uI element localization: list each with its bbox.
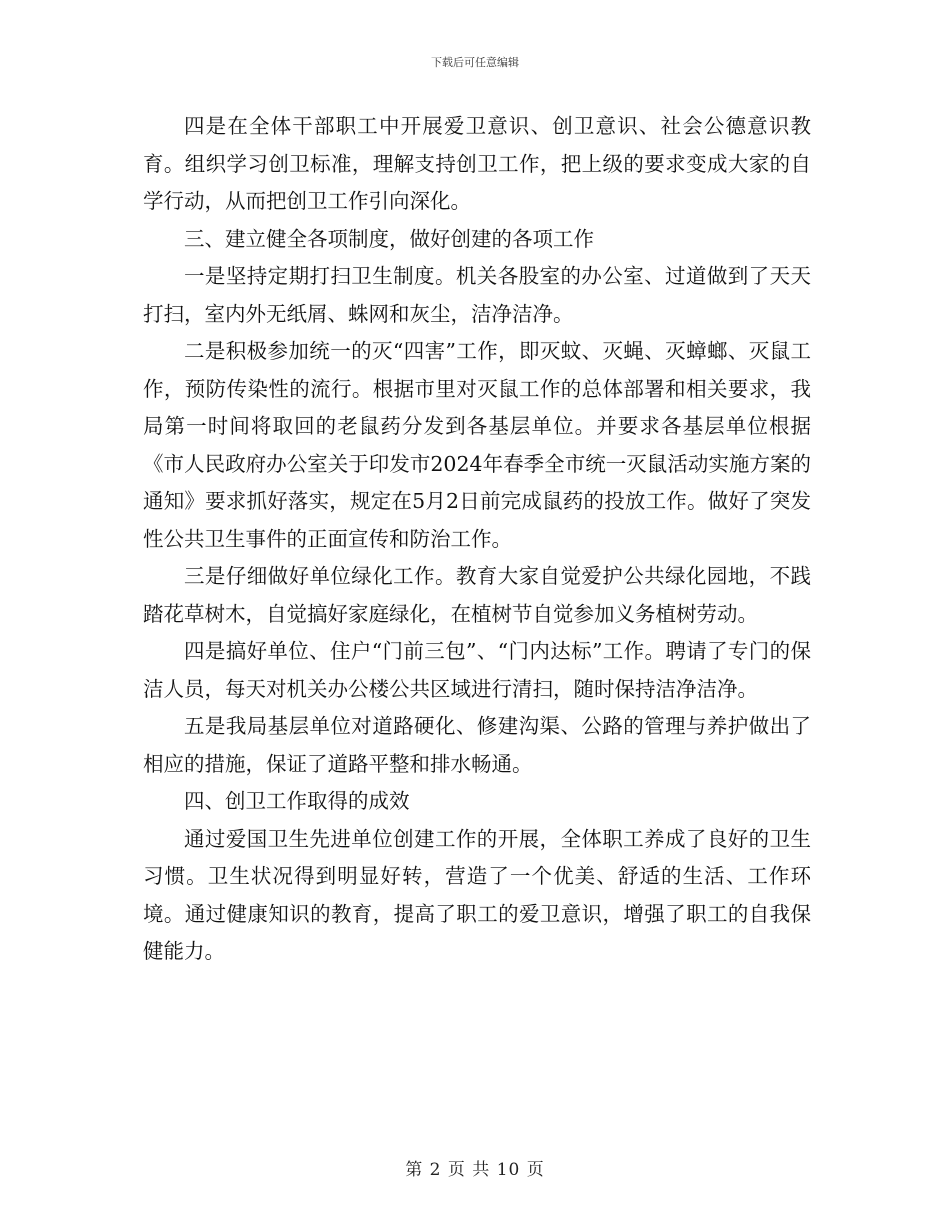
- page-header: 下载后可任意编辑: [431, 56, 519, 69]
- paragraph-four-pests: 二是积极参加统一的灭“四害”工作，即灭蚊、灭蝇、灭蟑螂、灭鼠工作，预防传染性的流行。根据市里对灭鼠工作的总体部署和相关要求，我局第一时间将取回的老鼠药分发到各基层单位。并要求各基层单位根据《市人民政府办公室关于印发市2024年春季全市统一灭鼠活动实施方案的通知》要求抓好落实，规定在5月2日前完成鼠药的投放工作。做好了突发性公共卫生事件的正面宣传和防治工作。: [143, 339, 811, 551]
- paragraph-road-maintenance: 五是我局基层单位对道路硬化、修建沟渠、公路的管理与养护做出了相应的措施，保证了道路平整和排水畅通。: [143, 714, 811, 776]
- paragraph-results: 通过爱国卫生先进单位创建工作的开展，全体职工养成了良好的卫生习惯。卫生状况得到明显好转，营造了一个优美、舒适的生活、工作环境。通过健康知识的教育，提高了职工的爱卫意识，增强了职工的自我保健能力。: [143, 826, 811, 963]
- paragraph-awareness-education: 四是在全体干部职工中开展爱卫意识、创卫意识、社会公德意识教育。组织学习创卫标准，理解支持创卫工作，把上级的要求变成大家的自学行动，从而把创卫工作引向深化。: [143, 114, 811, 213]
- document-body: [143, 108, 811, 971]
- paragraph-door-responsibility: 四是搞好单位、住户“门前三包”、“门内达标”工作。聘请了专门的保洁人员，每天对机关办公楼公共区域进行清扫，随时保持洁净洁净。: [143, 639, 811, 701]
- section-heading-four: 四、创卫工作取得的成效: [184, 789, 410, 813]
- paragraph-greening: 三是仔细做好单位绿化工作。教育大家自觉爱护公共绿化园地，不践踏花草树木，自觉搞好家庭绿化，在植树节自觉参加义务植树劳动。: [143, 564, 811, 626]
- paragraph-cleaning-system: 一是坚持定期打扫卫生制度。机关各股室的办公室、过道做到了天天打扫，室内外无纸屑、蛛网和灰尘，洁净洁净。: [143, 264, 811, 326]
- section-heading-three: 三、建立健全各项制度，做好创建的各项工作: [184, 226, 594, 251]
- page-number-footer: 第 2 页 共 10 页: [405, 1160, 545, 1180]
